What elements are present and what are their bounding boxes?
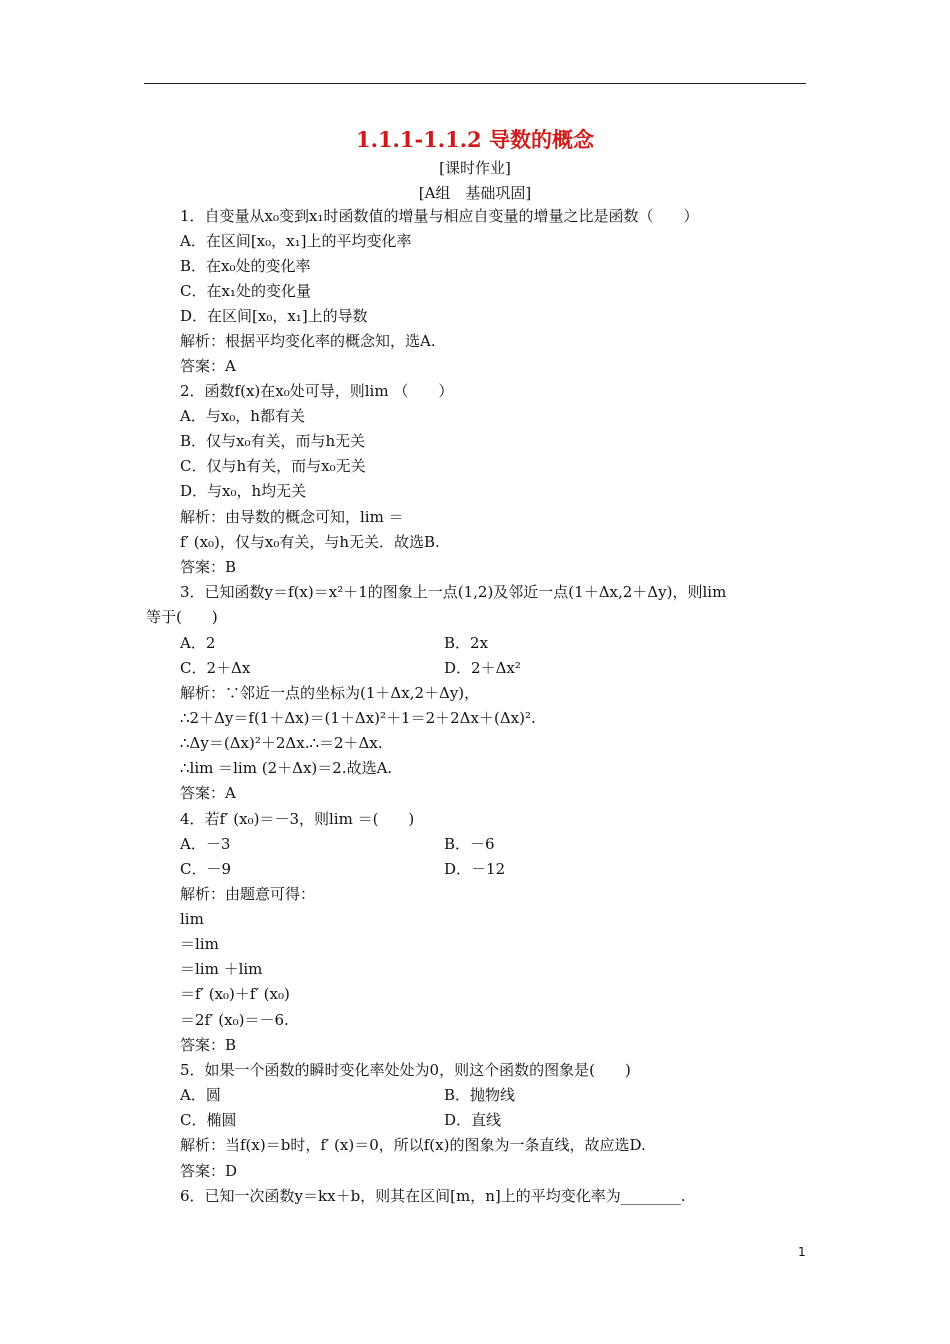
q3-option-a: A．2 [180, 634, 216, 652]
q2-answer: 答案：B [180, 558, 237, 576]
q3-option-d: D．2＋Δx² [444, 659, 521, 677]
question-1: 1．自变量从x₀变到x₁时函数值的增量与相应自变量的增量之比是函数（ ） [180, 207, 699, 225]
q2-option-d: D．与x₀，h均无关 [180, 482, 307, 500]
q2-option-c: C．仅与h有关，而与x₀无关 [180, 457, 366, 475]
q4-answer: 答案：B [180, 1036, 237, 1054]
q4-solution-step-4: ＝f′ (x₀)＋f′ (x₀) [180, 985, 290, 1003]
q2-option-a: A．与x₀，h都有关 [180, 407, 305, 425]
section-subtitle: [课时作业] [439, 159, 511, 177]
q5-option-a: A．圆 [180, 1086, 221, 1104]
question-5: 5．如果一个函数的瞬时变化率处处为0，则这个函数的图象是( ) [180, 1061, 631, 1079]
q2-option-b: B．仅与x₀有关，而与h无关 [180, 432, 366, 450]
q1-answer: 答案：A [180, 357, 236, 375]
q5-solution: 解析：当f(x)＝b时，f′ (x)＝0，所以f(x)的图象为一条直线，故应选D. [180, 1136, 646, 1154]
q4-solution: 解析：由题意可得： [180, 885, 316, 903]
q4-solution-step-5: ＝2f′ (x₀)＝－6. [180, 1011, 289, 1029]
q4-option-c: C．－9 [180, 860, 232, 878]
q1-option-a: A．在区间[x₀，x₁]上的平均变化率 [180, 232, 412, 250]
q1-solution: 解析：根据平均变化率的概念知，选A. [180, 332, 436, 350]
question-3-cont: 等于( ) [146, 608, 218, 626]
q3-solution-step-3: ∴lim ＝lim (2＋Δx)＝2.故选A. [180, 759, 393, 777]
page-number: 1 [798, 1245, 806, 1259]
q3-solution-step-2: ∴Δy＝(Δx)²＋2Δx.∴＝2＋Δx. [180, 734, 383, 752]
q5-answer: 答案：D [180, 1162, 238, 1180]
q4-solution-step-1: lim [180, 910, 204, 928]
q2-solution-cont: f′ (x₀)，仅与x₀有关，与h无关．故选B. [180, 533, 440, 551]
question-6: 6．已知一次函数y＝kx＋b，则其在区间[m，n]上的平均变化率为________. [180, 1187, 686, 1205]
q3-answer: 答案：A [180, 784, 236, 802]
q3-solution: 解析：∵邻近一点的坐标为(1＋Δx,2＋Δy)， [180, 684, 480, 702]
q4-solution-step-3: ＝lim ＋lim [180, 960, 263, 978]
q4-option-a: A．－3 [180, 835, 231, 853]
q3-option-b: B．2x [444, 634, 489, 652]
group-heading: [A组 基础巩固] [418, 184, 532, 202]
q1-option-b: B．在x₀处的变化率 [180, 257, 311, 275]
header-rule [144, 83, 806, 84]
q5-option-b: B．抛物线 [444, 1086, 516, 1104]
q4-solution-step-2: ＝lim [180, 935, 219, 953]
q4-option-b: B．－6 [444, 835, 495, 853]
question-4: 4．若f′ (x₀)＝－3，则lim ＝( ) [180, 810, 415, 828]
question-2: 2．函数f(x)在x₀处可导，则lim （ ） [180, 382, 454, 400]
q3-solution-step-1: ∴2＋Δy＝f(1＋Δx)＝(1＋Δx)²＋1＝2＋2Δx＋(Δx)². [180, 709, 536, 727]
q3-option-c: C．2＋Δx [180, 659, 251, 677]
q5-option-d: D．直线 [444, 1111, 502, 1129]
question-3: 3．已知函数y＝f(x)＝x²＋1的图象上一点(1,2)及邻近一点(1＋Δx,2＋Δy)，则lim [180, 583, 727, 601]
page-title: 1.1.1-1.1.2 导数的概念 [356, 127, 594, 152]
q4-option-d: D．－12 [444, 860, 506, 878]
q5-option-c: C．椭圆 [180, 1111, 237, 1129]
q2-solution: 解析：由导数的概念可知，lim ＝ [180, 508, 404, 526]
q1-option-c: C．在x₁处的变化量 [180, 282, 311, 300]
q1-option-d: D．在区间[x₀，x₁]上的导数 [180, 307, 368, 325]
